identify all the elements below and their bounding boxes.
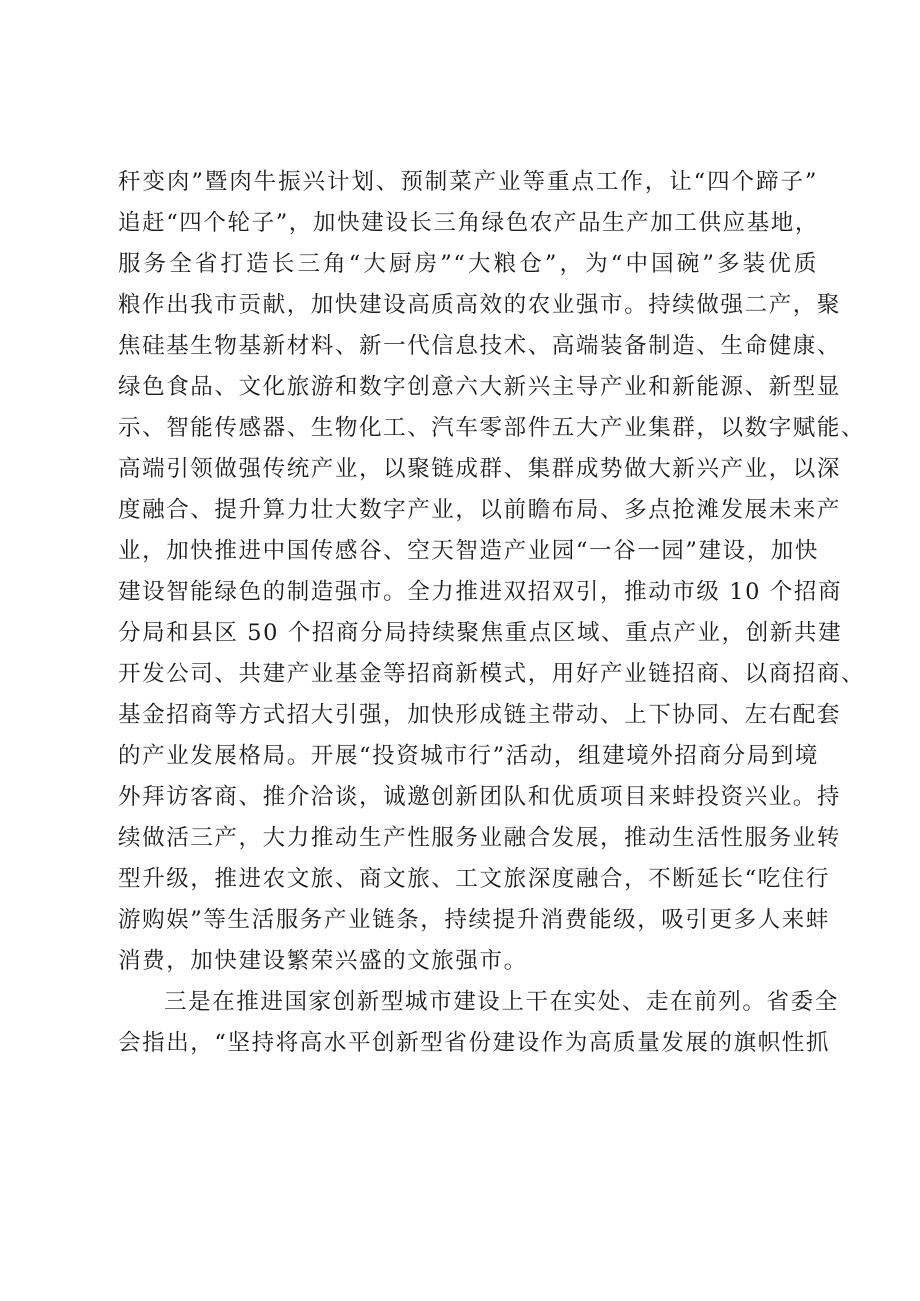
text-line: 建设智能绿色的制造强市。全力推进双招双引，推动市级 10 个招商 — [118, 579, 843, 605]
text-line: 服务全省打造长三角“大厨房”“大粮仓”，为“中国碗”多装优质 — [118, 251, 818, 277]
text-line: 开发公司、共建产业基金等招商新模式，用好产业链招商、以商招商、 — [118, 661, 866, 687]
text-line: 焦硅基生物基新材料、新一代信息技术、高端装备制造、生命健康、 — [118, 333, 842, 359]
text-line: 续做活三产，大力推动生产性服务业融合发展，推动生活性服务业转 — [118, 825, 842, 851]
text-line: 的产业发展格局。开展“投资城市行”活动，组建境外招商分局到境 — [118, 743, 820, 769]
text-line: 会指出，“坚持将高水平创新型省份建设作为高质量发展的旗帜性抓 — [118, 1030, 831, 1056]
text-line: 绿色食品、文化旅游和数字创意六大新兴主导产业和新能源、新型显 — [118, 374, 842, 400]
text-line: 游购娱”等生活服务产业链条，持续提升消费能级，吸引更多人来蚌 — [118, 907, 831, 933]
text-line: 高端引领做强传统产业，以聚链成群、集群成势做大新兴产业，以深 — [118, 456, 842, 482]
paragraph-end-line: 消费，加快建设繁荣兴盛的文旅强市。 — [118, 948, 528, 974]
text-line: 业，加快推进中国传感谷、空天智造产业园“一谷一园”建设，加快 — [118, 538, 820, 564]
text-line: 型升级，推进农文旅、商文旅、工文旅深度融合，不断延长“吃住行 — [118, 866, 831, 892]
text-line: 度融合、提升算力壮大数字产业，以前瞻布局、多点抢滩发展未来产 — [118, 497, 842, 523]
text-line: 分局和县区 50 个招商分局持续聚焦重点区域、重点产业，创新共建 — [118, 620, 843, 646]
text-line: 粮作出我市贡献，加快建设高质高效的农业强市。持续做强二产，聚 — [118, 292, 842, 318]
text-line: 追赶“四个轮子”，加快建设长三角绿色农产品生产加工供应基地， — [118, 210, 820, 236]
paragraph-first-line: 三是在推进国家创新型城市建设上干在实处、走在前列。省委全 — [164, 989, 839, 1015]
text-line: 外拜访客商、推介洽谈，诚邀创新团队和优质项目来蚌投资兴业。持 — [118, 784, 842, 810]
text-line: 示、智能传感器、生物化工、汽车零部件五大产业集群，以数字赋能、 — [118, 415, 866, 441]
body-text — [118, 162, 866, 1064]
text-line: 基金招商等方式招大引强，加快形成链主带动、上下协同、左右配套 — [118, 702, 842, 728]
text-line: 秆变肉”暨肉牛振兴计划、预制菜产业等重点工作，让“四个蹄子” — [118, 169, 818, 195]
